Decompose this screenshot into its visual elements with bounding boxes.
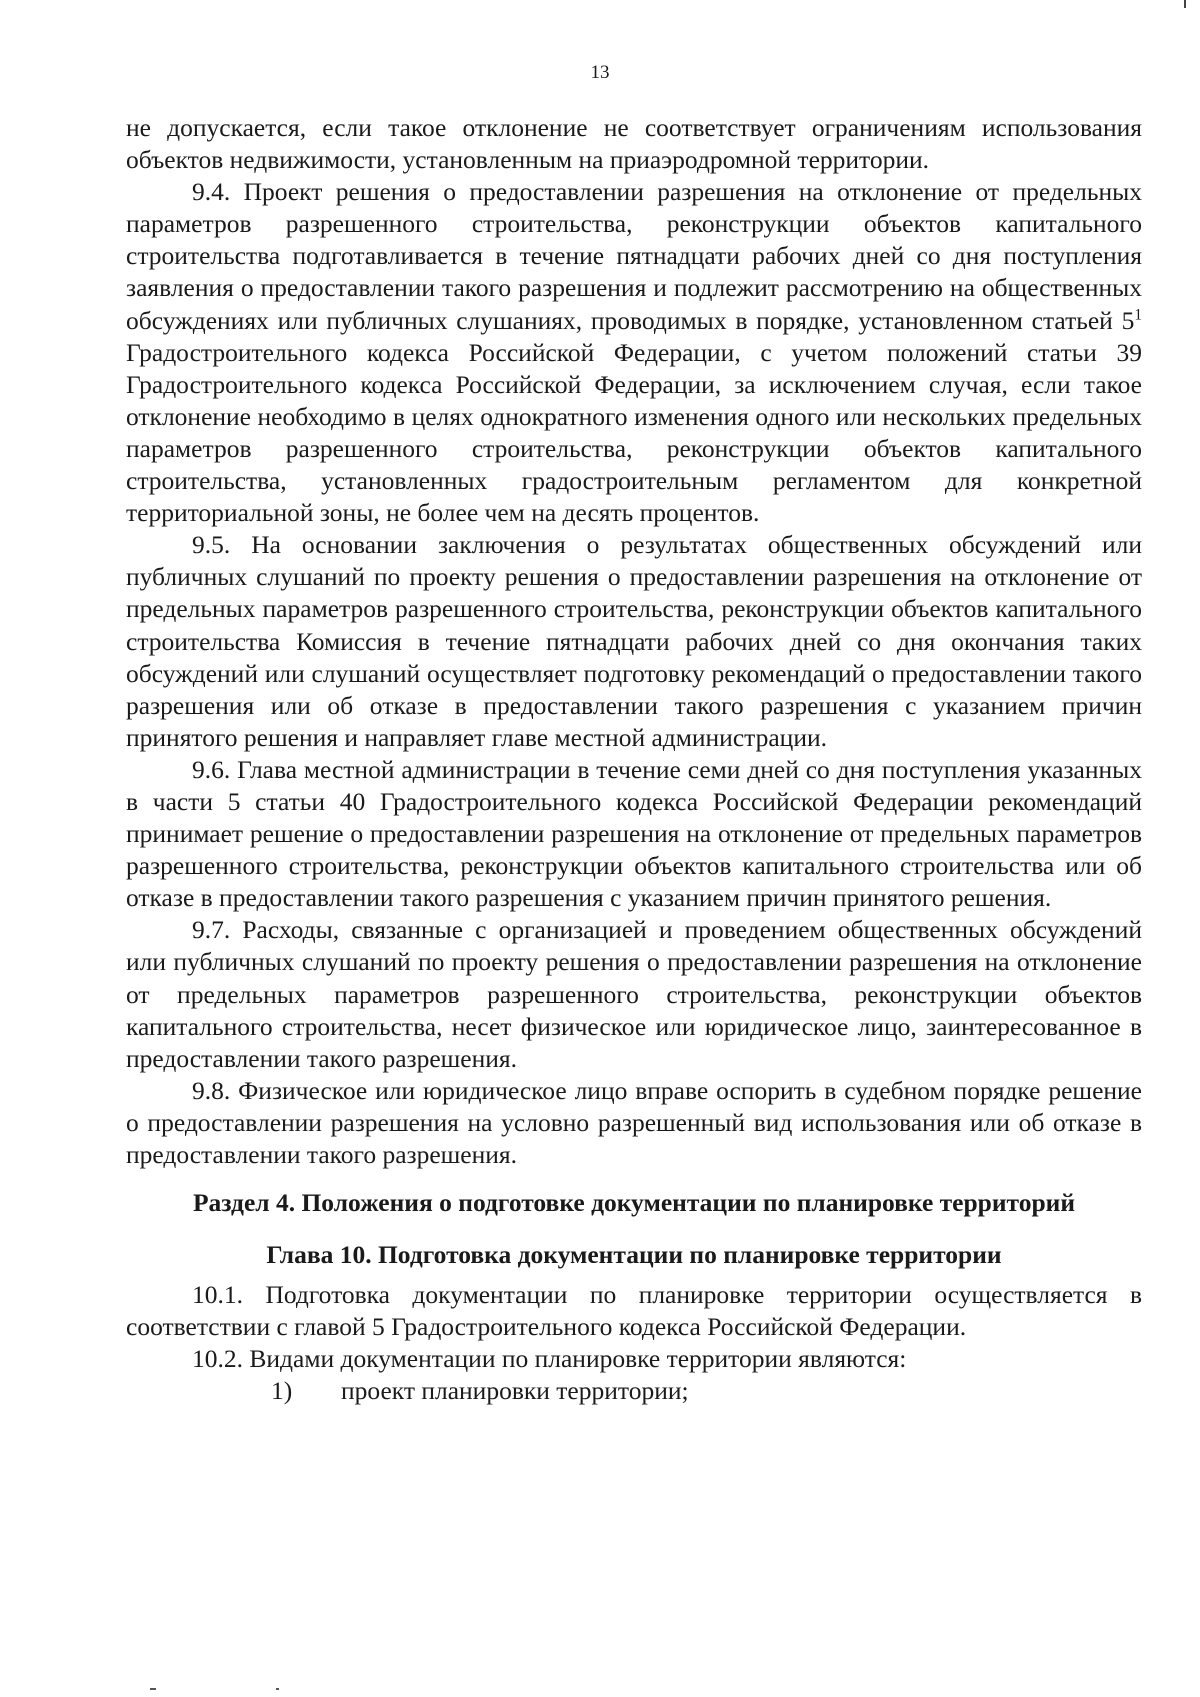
paragraph-9-6 [126,754,1142,914]
page-number: 13 [590,62,610,83]
paragraph-9-7 [126,914,1142,1074]
paragraph-number: 9.4. [192,177,231,207]
paragraph-10-2 [126,1343,1142,1375]
paragraph-text: Физическое или юридическое лицо вправе оспорить в судебном порядке решение о предоставлении разрешения на условно разрешенный вид использования или об отказе в предоставлении такого разрешения. [126,1075,1142,1169]
paragraph-text: Видами документации по планировке территории являются: [249,1344,907,1374]
paragraph-text: Подготовка документации по планировке территории осуществляется в соответствии с главой 5 Градостроительного кодекса Российской Федерации. [126,1280,1142,1342]
scan-artifact [150,1688,156,1690]
paragraph-number: 9.5. [192,530,231,560]
list-item [126,1375,1142,1407]
list-marker: 1) [271,1376,293,1406]
paragraph-text: Проект решения о предоставлении разрешения на отклонение от предельных параметров разрешенного строительства, реконструкции объектов капитального строительства подготавливается в течение пятнадцати рабочих дней со дня поступления заявления о предоставлении такого разрешения и подлежит рассмотрению на общественных обсуждениях или публичных слушаниях, проводимых в порядке, установленном статьей 5 [126,177,1143,335]
paragraph-text: Расходы, связанные с организацией и проведением общественных обсуждений или публичных слушаний по проекту решения о предоставлении разрешения на отклонение от предельных параметров разрешенного строительства, реконструкции объектов капитального строительства, несет физическое или юридическое лицо, заинтересованное в предоставлении такого разрешения. [126,915,1142,1073]
paragraph-number: 10.1. [192,1280,243,1310]
paragraph-9-4 [126,176,1142,529]
chapter-heading: Глава 10. Подготовка документации по планировке территории [266,1240,1002,1270]
paragraph-9-8 [126,1075,1142,1171]
scan-artifact [276,1688,279,1690]
paragraph-text: На основании заключения о результатах общественных обсуждений или публичных слушаний по проекту решения о предоставлении разрешения на отклонение от предельных параметров разрешенного строительства, реконструкции объектов капитального строительства Комиссия в течение пятнадцати рабочих дней со дня окончания таких обсуждений или слушаний осуществляет подготовку рекомендаций о предоставлении такого разрешения или об отказе в предоставлении такого разрешения с указанием причин принятого решения и направляет главе местной администрации. [126,530,1142,752]
paragraph-text: Глава местной администрации в течение семи дней со дня поступления указанных в части 5 статьи 40 Градостроительного кодекса Российской Федерации рекомендаций принимает решение о предоставлении разрешения на отклонение от предельных параметров разрешенного строительства, реконструкции объектов капитального строительства или об отказе в предоставлении такого разрешения с указанием причин принятого решения. [126,754,1143,913]
paragraph-continuation: не допускается, если такое отклонение не соответствует ограничениям использования объектов недвижимости, установленным на приаэродромной территории. [126,113,1142,175]
paragraph-number: 9.7. [192,915,231,945]
paragraph-number: 9.8. [192,1075,231,1105]
paragraph-text: Градостроительного кодекса Российской Федерации, с учетом положений статьи 39 Градостроительного кодекса Российской Федерации, за исключением случая, если такое отклонение необходимо в целях однократного изменения одного или нескольких предельных параметров разрешенного строительства, реконструкции объектов капитального строительства, установленных градостроительным регламентом для конкретной территориальной зоны, не более чем на десять процентов. [126,337,1142,528]
section-heading: Раздел 4. Положения о подготовке документации по планировке территорий [192,1188,1076,1218]
scan-artifact [1184,0,1186,8]
superscript: 1 [1134,306,1142,324]
paragraph-9-5 [126,529,1142,754]
list-item-text: проект планировки территории; [341,1376,689,1406]
paragraph-number: 10.2. [192,1344,243,1374]
paragraph-10-1 [126,1279,1142,1343]
document-body [126,112,1142,1407]
paragraph-number: 9.6. [192,754,231,784]
